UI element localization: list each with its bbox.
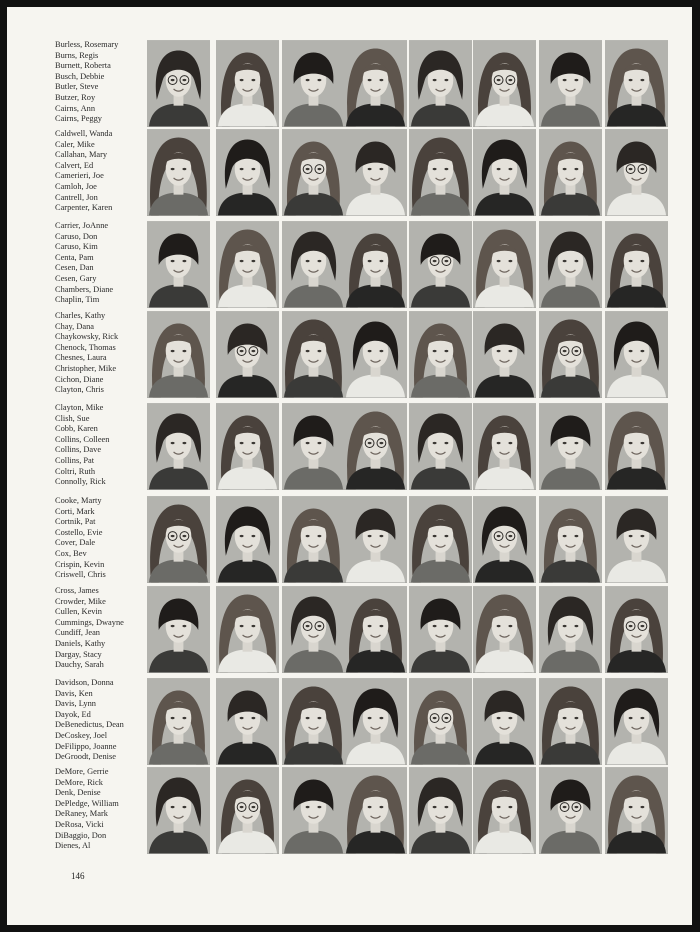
name-list [55,221,150,306]
student-portrait [147,40,210,127]
student-name: Clish, Sue [55,413,90,423]
student-name: Caldwell, Wanda [55,129,113,138]
student-portrait [216,40,279,127]
student-portrait [282,767,345,854]
student-portrait [344,678,407,765]
student-portrait [147,129,210,216]
student-portrait [539,678,602,765]
student-portrait [473,767,536,854]
portrait-row [7,767,692,855]
student-portrait [605,221,668,308]
student-portrait [344,403,407,490]
student-name: Cichon, Diane [55,374,104,384]
student-name: DePledge, William [55,798,119,808]
student-portrait [216,403,279,490]
student-portrait [147,678,210,765]
student-portrait [216,129,279,216]
student-portrait [473,40,536,127]
student-portrait [539,221,602,308]
student-portrait [344,40,407,127]
student-portrait [605,767,668,854]
student-name: Denk, Denise [55,788,101,798]
student-name: Chenock, Thomas [55,342,116,352]
student-name: Charles, Kathy [55,311,106,320]
student-name: Dauchy, Sarah [55,660,104,670]
student-name: Caruso, Don [55,231,98,241]
student-name: Collins, Dave [55,445,102,455]
student-name: Davis, Ken [55,688,93,698]
student-name: Chambers, Diane [55,284,114,294]
student-portrait [147,403,210,490]
student-portrait [344,221,407,308]
student-name: Christopher, Mike [55,363,117,373]
student-name: Cairns, Ann [55,103,96,113]
student-name: Calvert, Ed [55,160,94,170]
student-portrait [216,586,279,673]
student-portrait [605,496,668,583]
student-portrait [409,403,472,490]
student-name: Dayok, Ed [55,709,91,719]
name-list [55,496,150,581]
student-name: Cox, Bev [55,548,87,558]
name-list [55,678,150,763]
student-portrait [539,129,602,216]
student-name: Carrier, JoAnne [55,221,109,230]
student-name: Carpenter, Karen [55,203,113,213]
student-name: Crowder, Mike [55,596,106,606]
student-portrait [147,767,210,854]
student-name: Centa, Pam [55,252,94,262]
student-portrait [473,311,536,398]
student-name: Cooke, Marty [55,496,102,505]
student-name: Caler, Mike [55,139,95,149]
student-name: Collins, Pat [55,455,95,465]
student-portrait [282,403,345,490]
student-portrait [216,311,279,398]
portrait-row [7,496,692,584]
yearbook-page [7,7,692,925]
student-portrait [539,496,602,583]
student-name: Butler, Steve [55,82,99,92]
student-name: DeMore, Rick [55,777,103,787]
student-portrait [409,678,472,765]
portrait-row [7,311,692,399]
student-name: Cover, Dale [55,538,96,548]
student-name: Burns, Regis [55,50,99,60]
student-portrait [282,129,345,216]
student-portrait [473,221,536,308]
student-portrait [539,767,602,854]
student-portrait [409,221,472,308]
student-name: DiBaggio, Don [55,830,107,840]
student-portrait [539,586,602,673]
name-list [55,586,150,671]
student-name: Caruso, Kim [55,242,98,252]
student-name: Clayton, Mike [55,403,104,412]
student-name: Cesen, Gary [55,273,97,283]
student-name: Cullen, Kevin [55,607,102,617]
student-name: Costello, Evie [55,527,103,537]
student-name: Davidson, Donna [55,678,114,687]
student-portrait [344,767,407,854]
student-portrait [147,496,210,583]
student-portrait [539,403,602,490]
student-name: Cairns, Peggy [55,114,102,124]
student-portrait [282,311,345,398]
student-portrait [409,586,472,673]
student-portrait [344,586,407,673]
student-portrait [147,586,210,673]
student-name: Davis, Lynn [55,699,96,709]
student-portrait [409,40,472,127]
student-portrait [344,496,407,583]
student-portrait [147,311,210,398]
student-portrait [473,129,536,216]
student-portrait [216,221,279,308]
student-portrait [605,403,668,490]
student-name: DeMore, Gerrie [55,767,109,776]
page-number: 146 [71,871,85,881]
student-portrait [409,496,472,583]
student-name: Chaplin, Tim [55,295,100,305]
student-portrait [409,767,472,854]
student-name: Cortnik, Pat [55,517,96,527]
student-name: DeGroodt, Denise [55,752,116,762]
student-name: Connolly, Rick [55,477,106,487]
student-name: Chaykowsky, Rick [55,332,119,342]
student-portrait [605,129,668,216]
student-name: Cross, James [55,586,99,595]
student-name: DeRaney, Mark [55,809,108,819]
student-name: Daniels, Kathy [55,638,106,648]
student-name: Cantrell, Jon [55,192,98,202]
student-portrait [344,311,407,398]
student-name: Dargay, Stacy [55,649,102,659]
student-portrait [344,129,407,216]
student-name: Dienes, Al [55,841,91,851]
name-list [55,40,150,125]
student-name: Callahan, Mary [55,150,108,160]
student-portrait [282,678,345,765]
portrait-row [7,586,692,674]
student-name: Clayton, Chris [55,385,104,395]
student-name: DeRosa, Vicki [55,819,104,829]
student-name: Cummings, Dwayne [55,617,124,627]
student-portrait [282,586,345,673]
student-name: DeBenedictus, Dean [55,720,124,730]
portrait-row [7,129,692,217]
student-name: Butzer, Roy [55,92,96,102]
student-name: Chay, Dana [55,321,94,331]
name-list [55,403,150,488]
student-portrait [282,496,345,583]
student-portrait [409,129,472,216]
student-portrait [216,496,279,583]
student-name: Burnett, Roberta [55,61,111,71]
name-list [55,311,150,396]
student-portrait [473,496,536,583]
student-name: Camloh, Joe [55,181,97,191]
student-name: Collins, Colleen [55,434,110,444]
portrait-row [7,221,692,309]
student-name: Corti, Mark [55,506,95,516]
student-portrait [473,586,536,673]
student-name: Cundiff, Jean [55,628,100,638]
student-portrait [282,40,345,127]
student-portrait [605,586,668,673]
student-name: Cesen, Dan [55,263,94,273]
student-portrait [409,311,472,398]
student-name: Crispin, Kevin [55,559,105,569]
student-name: Chesnes, Laura [55,353,107,363]
student-portrait [473,403,536,490]
student-portrait [216,678,279,765]
student-name: Burless, Rosemary [55,40,119,49]
student-portrait [539,311,602,398]
student-portrait [282,221,345,308]
student-portrait [605,311,668,398]
student-name: Criswell, Chris [55,570,106,580]
student-portrait [216,767,279,854]
student-name: Coltri, Ruth [55,466,96,476]
portrait-row [7,403,692,491]
student-name: Busch, Debbie [55,71,105,81]
portrait-row [7,40,692,128]
name-list [55,767,150,852]
student-name: DeCoskey, Joel [55,730,108,740]
student-portrait [147,221,210,308]
student-name: DeFilippo, Joanne [55,741,117,751]
student-name: Cobb, Karen [55,424,98,434]
student-portrait [539,40,602,127]
student-portrait [605,678,668,765]
name-list [55,129,150,214]
student-name: Camerieri, Joe [55,171,104,181]
portrait-row [7,678,692,766]
student-portrait [473,678,536,765]
student-portrait [605,40,668,127]
